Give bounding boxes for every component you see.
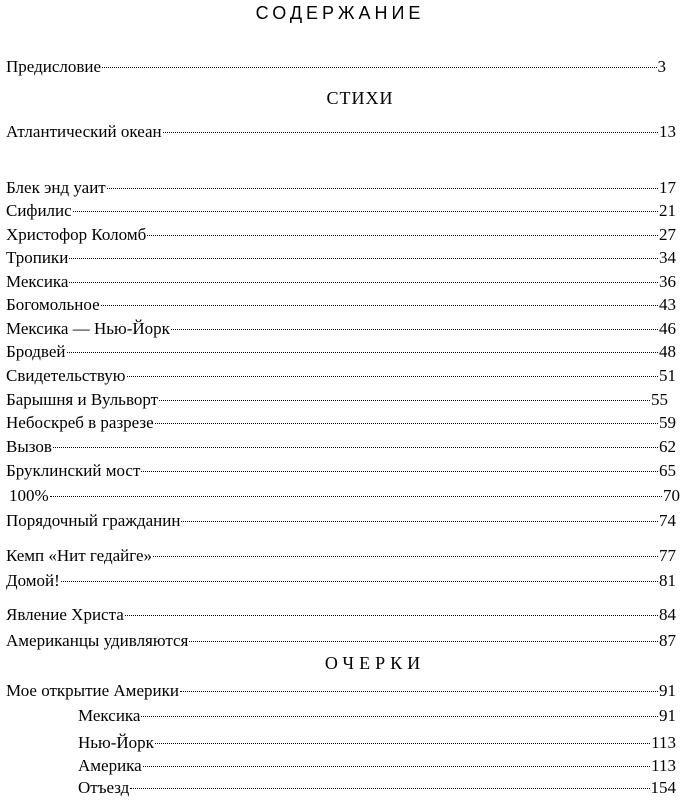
entry-title: 100% [9, 486, 49, 505]
toc-entry[interactable] [6, 271, 676, 293]
dot-leader [127, 376, 659, 377]
toc-entry[interactable] [6, 247, 676, 269]
dot-leader [163, 132, 658, 133]
dot-leader [67, 352, 659, 353]
dot-leader [159, 400, 650, 401]
toc-entry[interactable] [9, 485, 680, 507]
entry-title: Бродвей [6, 342, 66, 361]
entry-page: 87 [659, 631, 676, 650]
entry-page: 77 [659, 546, 676, 565]
entry-title: Мексика [6, 272, 69, 291]
dot-leader [171, 329, 658, 330]
entry-title: Предисловие [6, 57, 102, 76]
entry-title: Кемп «Нит гедайге» [6, 546, 153, 565]
entry-page: 65 [659, 461, 676, 480]
entry-title: Вызов [6, 437, 52, 456]
dot-leader [61, 581, 658, 582]
entry-title: Мексика — Нью-Йорк [6, 319, 170, 338]
entry-title: Атлантический океан [6, 122, 162, 141]
entry-page: 43 [659, 295, 676, 314]
dot-leader [153, 556, 658, 557]
entry-title: Богомольное [6, 295, 100, 314]
toc-entry[interactable] [6, 341, 676, 363]
dot-leader [50, 496, 662, 497]
entry-page: 154 [650, 778, 676, 797]
toc-entry[interactable] [6, 224, 676, 246]
entry-page: 113 [651, 756, 676, 775]
toc-entry[interactable] [6, 56, 666, 78]
entry-title: Отъезд [78, 778, 130, 797]
entry-title: Мое открытие Америки [6, 681, 179, 700]
entry-page: 21 [659, 201, 676, 220]
dot-leader [155, 423, 658, 424]
toc-entry[interactable] [6, 200, 676, 222]
entry-title: Нью-Йорк [78, 733, 154, 752]
dot-leader [107, 188, 658, 189]
toc-entry[interactable] [6, 294, 676, 316]
dot-leader [141, 716, 658, 717]
toc-entry[interactable] [6, 365, 676, 387]
dot-leader [181, 521, 658, 522]
entry-page: 36 [659, 272, 676, 291]
section-heading-essays: ОЧЕРКИ [324, 653, 426, 673]
entry-title: Америка [78, 756, 142, 775]
toc-entry[interactable] [6, 436, 676, 458]
toc-entry[interactable] [78, 732, 676, 754]
entry-page: 70 [663, 486, 680, 505]
entry-page: 51 [659, 366, 676, 385]
toc-entry[interactable] [78, 777, 676, 799]
entry-page: 91 [659, 706, 676, 725]
toc-entry[interactable] [6, 604, 676, 626]
entry-page: 74 [659, 511, 676, 530]
entry-title: Американцы удивляются [6, 631, 189, 650]
entry-page: 55 [651, 390, 668, 409]
dot-leader [69, 258, 658, 259]
section-heading-poems: СТИХИ [326, 88, 394, 108]
toc-entry[interactable] [78, 755, 676, 777]
entry-title: Порядочный гражданин [6, 511, 181, 530]
toc-entry[interactable] [6, 545, 676, 567]
entry-page: 13 [659, 122, 676, 141]
toc-entry[interactable] [78, 705, 676, 727]
entry-page: 34 [659, 248, 676, 267]
toc-entry[interactable] [6, 121, 676, 143]
entry-title: Барышня и Вульворт [6, 390, 159, 409]
dot-leader [143, 766, 650, 767]
entry-title: Блек энд уаит [6, 178, 106, 197]
toc-entry[interactable] [6, 318, 676, 340]
dot-leader [155, 743, 650, 744]
entry-page: 3 [657, 57, 666, 76]
entry-page: 84 [659, 605, 676, 624]
toc-entry[interactable] [6, 630, 676, 652]
dot-leader [125, 615, 658, 616]
entry-title: Тропики [6, 248, 69, 267]
dot-leader [69, 282, 658, 283]
entry-title: Свидетельствую [6, 366, 126, 385]
toc-entry[interactable] [6, 177, 676, 199]
entry-page: 27 [659, 225, 676, 244]
entry-page: 46 [659, 319, 676, 338]
entry-page: 17 [659, 178, 676, 197]
toc-entry[interactable] [6, 412, 676, 434]
dot-leader [130, 788, 649, 789]
entry-page: 48 [659, 342, 676, 361]
entry-title: Сифилис [6, 201, 72, 220]
dot-leader [101, 305, 658, 306]
dot-leader [147, 235, 658, 236]
toc-entry[interactable] [6, 510, 676, 532]
dot-leader [73, 211, 658, 212]
entry-page: 59 [659, 413, 676, 432]
toc-entry[interactable] [6, 460, 676, 482]
entry-page: 91 [659, 681, 676, 700]
dot-leader [53, 447, 658, 448]
entry-page: 81 [659, 571, 676, 590]
dot-leader [141, 471, 658, 472]
entry-title: Бруклинский мост [6, 461, 141, 480]
toc-entry[interactable] [6, 680, 676, 702]
entry-title: Христофор Коломб [6, 225, 147, 244]
page-title: СОДЕРЖАНИЕ [255, 3, 425, 23]
dot-leader [189, 641, 658, 642]
entry-page: 113 [651, 733, 676, 752]
entry-title: Явление Христа [6, 605, 124, 624]
entry-title: Домой! [6, 571, 60, 590]
entry-title: Мексика [78, 706, 141, 725]
toc-entry[interactable] [6, 389, 668, 411]
dot-leader [102, 67, 656, 68]
entry-title: Небоскреб в разрезе [6, 413, 154, 432]
toc-entry[interactable] [6, 570, 676, 592]
dot-leader [180, 691, 658, 692]
entry-page: 62 [659, 437, 676, 456]
